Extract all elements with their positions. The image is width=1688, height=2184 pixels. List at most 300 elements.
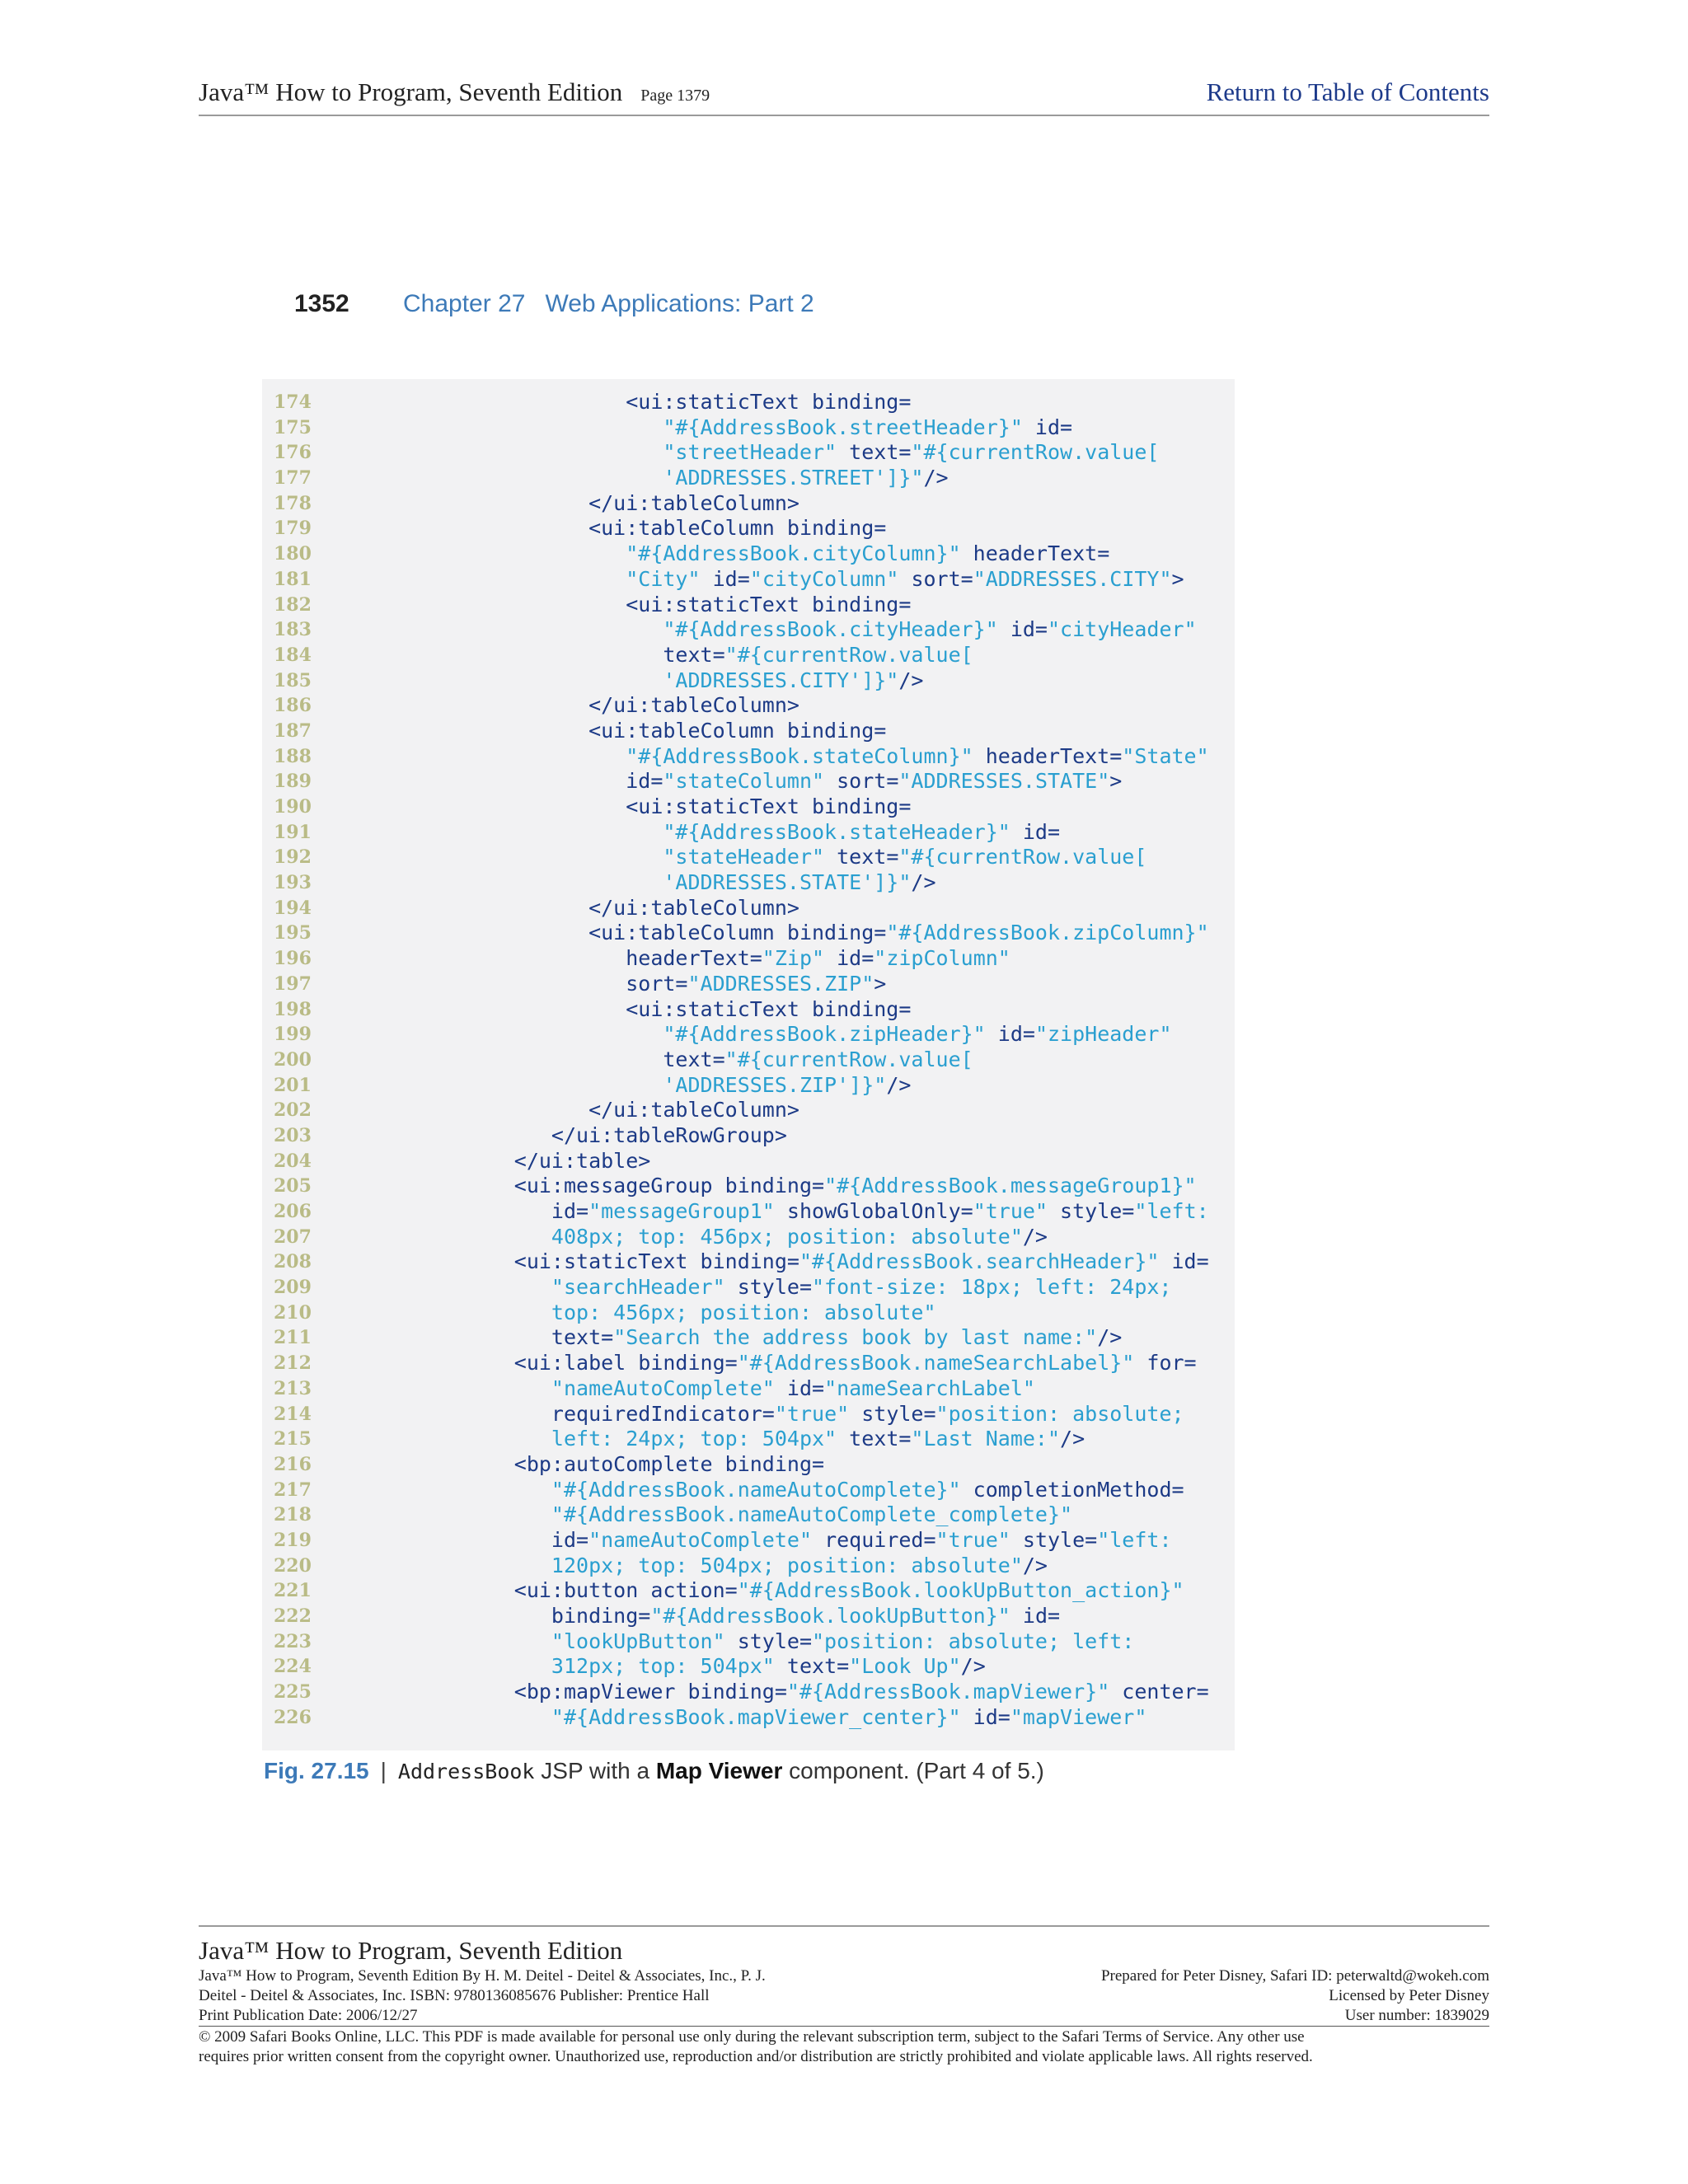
code-line <box>262 1225 1235 1250</box>
line-number: 226 <box>274 1706 312 1728</box>
code-token: text= <box>774 1654 850 1679</box>
code-string-literal: "#{currentRow.value[ <box>724 1047 973 1071</box>
code-token: headerText= <box>973 743 1123 768</box>
line-number: 198 <box>274 998 312 1020</box>
code-token: <ui:tableColumn binding= <box>328 516 887 541</box>
line-number: 218 <box>274 1504 312 1526</box>
code-string-literal: "position: absolute; left: <box>812 1629 1135 1653</box>
chapter-heading <box>403 290 814 318</box>
code-line <box>262 1098 1235 1123</box>
line-number: 174 <box>274 391 312 413</box>
footer-license-line-1: Prepared for Peter Disney, Safari ID: peterwaltd@wokeh.com <box>1100 1967 1489 1985</box>
footer-copyright-line-1: © 2009 Safari Books Online, LLC. This PDF is made available for personal use only during the relevant subscription term, subject to the Safari Terms of Service. Any other use <box>199 2028 1305 2046</box>
line-number: 181 <box>274 568 312 590</box>
code-string-literal: "#{currentRow.value[ <box>911 440 1160 465</box>
return-to-toc-link[interactable]: Return to Table of Contents <box>1206 77 1489 106</box>
code-token: text= <box>328 1047 725 1071</box>
code-token: id= <box>774 1376 825 1400</box>
code-token: id= <box>1010 1604 1061 1628</box>
code-token: <ui:staticText binding= <box>328 794 912 818</box>
code-string-literal: "#{AddressBook.zipHeader}" <box>328 1022 986 1047</box>
code-token: binding= <box>328 1604 651 1628</box>
code-line <box>262 1528 1235 1554</box>
caption-component: Map Viewer <box>655 1758 783 1783</box>
code-text <box>328 567 1184 593</box>
line-number: 193 <box>274 872 312 894</box>
code-text <box>328 1554 1048 1579</box>
code-token: sort= <box>328 971 688 996</box>
code-text <box>328 744 1209 770</box>
code-line <box>262 1427 1235 1452</box>
code-line <box>262 1073 1235 1099</box>
code-token: <bp:autoComplete binding= <box>328 1451 825 1476</box>
code-token: </ui:table> <box>328 1148 651 1173</box>
code-text <box>328 1654 986 1680</box>
code-token: style= <box>1010 1527 1098 1552</box>
code-text <box>328 794 911 820</box>
code-text <box>328 946 1010 972</box>
code-text <box>328 516 886 541</box>
figure-number: Fig. 27.15 <box>264 1758 369 1783</box>
code-token: id= <box>1159 1249 1209 1274</box>
code-line <box>262 794 1235 820</box>
code-string-literal: "#{AddressBook.lookUpButton}" <box>650 1604 1010 1628</box>
code-text <box>328 1047 973 1073</box>
code-string-literal: "#{AddressBook.nameAutoComplete_complete}" <box>328 1502 1073 1527</box>
code-text <box>328 390 911 415</box>
line-number: 179 <box>274 518 312 540</box>
footer-license-line-2: Licensed by Peter Disney <box>1329 1987 1489 2004</box>
code-text <box>328 668 923 694</box>
code-line <box>262 769 1235 794</box>
code-string-literal: "#{AddressBook.stateHeader}" <box>328 819 1010 844</box>
header-book-title <box>199 77 710 107</box>
code-text <box>328 1478 1184 1503</box>
code-token: </ui:tableColumn> <box>328 490 799 515</box>
code-line <box>262 541 1235 567</box>
line-number: 205 <box>274 1175 312 1197</box>
code-token: id= <box>985 1022 1035 1047</box>
code-line <box>262 1604 1235 1629</box>
code-string-literal: 408px; top: 456px; position: absolute" <box>328 1224 1023 1249</box>
code-line <box>262 1174 1235 1199</box>
code-string-literal: "#{AddressBook.nameSearchLabel}" <box>737 1351 1135 1376</box>
line-number: 212 <box>274 1352 312 1375</box>
line-number: 197 <box>274 972 312 995</box>
code-token: headerText= <box>960 541 1110 566</box>
code-string-literal: "messageGroup1" <box>588 1199 775 1223</box>
code-string-literal: "zipHeader" <box>1034 1022 1172 1047</box>
code-string-literal: "#{AddressBook.searchHeader}" <box>799 1249 1160 1274</box>
code-token: <ui:staticText binding= <box>328 996 912 1021</box>
code-string-literal: left: 24px; top: 504px" <box>328 1427 837 1451</box>
code-text <box>328 921 1209 946</box>
code-token: text= <box>328 1325 614 1350</box>
code-token: <ui:label binding= <box>328 1351 738 1376</box>
footer-divider <box>199 1925 1489 1927</box>
line-number: 221 <box>274 1580 312 1602</box>
code-token: /> <box>960 1654 986 1679</box>
code-lines <box>262 390 1235 1730</box>
line-number: 204 <box>274 1150 312 1172</box>
code-string-literal: "#{AddressBook.stateColumn}" <box>328 743 973 768</box>
code-string-literal: "position: absolute; <box>935 1401 1184 1426</box>
code-string-literal: "streetHeader" <box>328 440 837 465</box>
line-number: 211 <box>274 1327 312 1349</box>
code-token: sort= <box>898 566 973 591</box>
code-token: <ui:button action= <box>328 1578 738 1603</box>
code-token: completionMethod= <box>960 1477 1184 1502</box>
code-string-literal: "Last Name:" <box>911 1427 1061 1451</box>
code-string-literal: "stateColumn" <box>663 769 825 794</box>
code-token: style= <box>724 1629 812 1653</box>
code-string-literal: 'ADDRESSES.STATE']}" <box>328 870 912 895</box>
code-token: <bp:mapViewer binding= <box>328 1680 787 1704</box>
code-line <box>262 870 1235 896</box>
code-string-literal: top: 456px; position: absolute" <box>328 1300 936 1324</box>
code-string-literal: "State" <box>1122 743 1209 768</box>
line-number: 183 <box>274 619 312 641</box>
code-string-literal: 'ADDRESSES.STREET']}" <box>328 466 924 490</box>
code-string-literal: "#{AddressBook.zipColumn}" <box>886 921 1209 945</box>
code-text <box>328 1225 1048 1250</box>
line-number: 222 <box>274 1605 312 1627</box>
code-string-literal: "#{AddressBook.streetHeader}" <box>328 415 1023 439</box>
code-token: /> <box>1060 1427 1085 1451</box>
code-line <box>262 1578 1235 1604</box>
code-line <box>262 1301 1235 1326</box>
code-text <box>328 1452 824 1478</box>
code-line <box>262 1199 1235 1225</box>
line-number: 203 <box>274 1124 312 1146</box>
figure-caption <box>264 1758 1044 1784</box>
footer-license-line-3: User number: 1839029 <box>1344 2007 1489 2024</box>
code-line <box>262 617 1235 643</box>
code-text <box>328 1249 1209 1275</box>
line-number: 210 <box>274 1301 312 1324</box>
book-page-number: 1352 <box>294 290 349 317</box>
code-token: id= <box>328 1199 589 1223</box>
code-token: showGlobalOnly= <box>774 1199 973 1223</box>
code-line <box>262 693 1235 719</box>
line-number: 191 <box>274 821 312 843</box>
code-token: /> <box>1022 1224 1048 1249</box>
code-line <box>262 845 1235 870</box>
code-string-literal: "Zip" <box>762 946 825 971</box>
code-line <box>262 1022 1235 1047</box>
code-string-literal: "cityHeader" <box>1048 617 1197 642</box>
code-string-literal: "true" <box>935 1527 1010 1552</box>
code-token: <ui:staticText binding= <box>328 390 912 414</box>
header-title-text: Java™ How to Program, Seventh Edition <box>199 77 623 106</box>
line-number: 214 <box>274 1403 312 1425</box>
code-string-literal: "mapViewer" <box>1010 1704 1147 1729</box>
code-token: id= <box>1022 415 1073 439</box>
code-string-literal: "Search the address book by last name:" <box>613 1325 1098 1350</box>
code-token: text= <box>824 845 899 869</box>
footer-copyright-line-2: requires prior written consent from the copyright owner. Unauthorized use, reproduction and/or distribution are strictly prohibited and violate applicable laws. All rights reserved. <box>199 2048 1313 2065</box>
footer-copyright-divider <box>199 2026 1489 2027</box>
code-token: > <box>1171 566 1184 591</box>
line-number: 176 <box>274 442 312 464</box>
code-token: /> <box>1097 1325 1123 1350</box>
code-token: text= <box>837 440 912 465</box>
code-string-literal: "nameAutoComplete" <box>588 1527 813 1552</box>
code-text <box>328 1275 1172 1301</box>
code-line <box>262 820 1235 846</box>
code-text <box>328 1199 1209 1225</box>
code-text <box>328 1604 1060 1629</box>
code-text <box>328 1098 799 1123</box>
line-number: 215 <box>274 1428 312 1451</box>
code-text <box>328 1073 911 1099</box>
code-line <box>262 593 1235 618</box>
line-number: 217 <box>274 1479 312 1501</box>
line-number: 208 <box>274 1251 312 1273</box>
code-token: id= <box>328 769 663 794</box>
code-string-literal: 120px; top: 504px; position: absolute" <box>328 1553 1023 1577</box>
code-text <box>328 1301 936 1326</box>
code-text <box>328 693 799 719</box>
line-number: 175 <box>274 416 312 438</box>
line-number: 187 <box>274 719 312 742</box>
line-number: 186 <box>274 695 312 717</box>
code-line <box>262 516 1235 541</box>
code-line <box>262 1351 1235 1376</box>
code-string-literal: "#{AddressBook.mapViewer}" <box>786 1680 1110 1704</box>
code-token: /> <box>886 1072 912 1097</box>
line-number: 220 <box>274 1554 312 1577</box>
code-line <box>262 1502 1235 1528</box>
code-listing <box>262 379 1235 1750</box>
line-number: 213 <box>274 1377 312 1399</box>
code-line <box>262 1654 1235 1680</box>
footer-publication-line-3: Print Publication Date: 2006/12/27 <box>199 2007 418 2024</box>
code-line <box>262 491 1235 517</box>
code-text <box>328 617 1197 643</box>
code-line <box>262 1680 1235 1705</box>
code-string-literal: 'ADDRESSES.ZIP']}" <box>328 1072 887 1097</box>
code-string-literal: "cityColumn" <box>749 566 899 591</box>
code-token: id= <box>328 1527 589 1552</box>
line-number: 196 <box>274 948 312 970</box>
code-token: id= <box>824 946 874 971</box>
footer-title: Java™ How to Program, Seventh Edition <box>199 1936 623 1965</box>
caption-code-name: AddressBook <box>397 1760 535 1783</box>
code-line <box>262 668 1235 694</box>
code-line <box>262 1478 1235 1503</box>
code-text <box>328 1022 1172 1047</box>
footer-publication-line-1: Java™ How to Program, Seventh Edition By H. M. Deitel - Deitel & Associates, Inc., P. J. <box>199 1967 766 1985</box>
code-line <box>262 997 1235 1023</box>
line-number: 178 <box>274 492 312 514</box>
code-text <box>328 593 911 618</box>
code-token: text= <box>328 642 725 667</box>
code-line <box>262 1554 1235 1579</box>
code-line <box>262 567 1235 593</box>
code-text <box>328 1149 650 1174</box>
code-text <box>328 491 799 517</box>
code-token: requiredIndicator= <box>328 1401 775 1426</box>
line-number: 195 <box>274 922 312 944</box>
code-text <box>328 1427 1085 1452</box>
line-number: 206 <box>274 1201 312 1222</box>
code-string-literal: "left: <box>1097 1527 1172 1552</box>
line-number: 202 <box>274 1099 312 1122</box>
line-number: 223 <box>274 1630 312 1652</box>
code-string-literal: "#{AddressBook.nameAutoComplete}" <box>328 1477 961 1502</box>
code-token: > <box>874 971 887 996</box>
code-line <box>262 440 1235 466</box>
code-token: <ui:messageGroup binding= <box>328 1174 825 1198</box>
code-text <box>328 1376 1035 1402</box>
code-line <box>262 896 1235 921</box>
code-string-literal: "ADDRESSES.ZIP" <box>687 971 874 996</box>
code-text <box>328 643 973 668</box>
code-string-literal: "nameSearchLabel" <box>824 1376 1035 1400</box>
code-string-literal: "true" <box>774 1401 850 1426</box>
line-number: 194 <box>274 897 312 919</box>
code-text <box>328 1680 1209 1705</box>
code-string-literal: "ADDRESSES.CITY" <box>973 566 1172 591</box>
code-line <box>262 1047 1235 1073</box>
code-token: <ui:staticText binding= <box>328 1249 799 1274</box>
line-number: 189 <box>274 771 312 793</box>
code-token: > <box>1109 769 1123 794</box>
code-line <box>262 415 1235 441</box>
code-string-literal: "stateHeader" <box>328 845 825 869</box>
caption-separator: | <box>380 1758 387 1783</box>
code-token: headerText= <box>328 946 762 971</box>
code-text <box>328 1528 1172 1554</box>
code-string-literal: "City" <box>328 566 701 591</box>
footer-publication-line-2: Deitel - Deitel & Associates, Inc. ISBN: 9780136085676 Publisher: Prentice Hall <box>199 1987 710 2004</box>
code-string-literal: "Look Up" <box>849 1654 961 1679</box>
code-token: style= <box>849 1401 936 1426</box>
code-token: /> <box>911 870 936 895</box>
code-line <box>262 390 1235 415</box>
code-string-literal: 'ADDRESSES.CITY']}" <box>328 668 899 692</box>
code-token: id= <box>700 566 750 591</box>
code-string-literal: "#{currentRow.value[ <box>898 845 1147 869</box>
code-string-literal: "#{AddressBook.messageGroup1}" <box>824 1174 1197 1198</box>
line-number: 201 <box>274 1074 312 1096</box>
line-number: 219 <box>274 1529 312 1551</box>
code-line <box>262 643 1235 668</box>
code-text <box>328 1123 787 1149</box>
chapter-title: Web Applications: Part 2 <box>545 290 814 317</box>
code-text <box>328 769 1122 794</box>
code-string-literal: "#{AddressBook.lookUpButton_action}" <box>737 1578 1184 1603</box>
code-text <box>328 719 886 744</box>
code-token: </ui:tableColumn> <box>328 693 799 718</box>
code-token: id= <box>997 617 1048 642</box>
line-number: 184 <box>274 644 312 666</box>
code-token: <ui:tableColumn binding= <box>328 921 887 945</box>
code-string-literal: "font-size: 18px; left: 24px; <box>812 1275 1172 1300</box>
code-token: /> <box>898 668 924 692</box>
line-number: 182 <box>274 593 312 616</box>
code-token: id= <box>960 1704 1010 1729</box>
code-line <box>262 1376 1235 1402</box>
header-divider <box>199 115 1489 116</box>
code-token: /> <box>1022 1553 1048 1577</box>
code-string-literal: "#{AddressBook.cityColumn}" <box>328 541 961 566</box>
code-text <box>328 1502 1072 1528</box>
code-text <box>328 466 949 491</box>
code-text <box>328 440 1159 466</box>
code-token: text= <box>837 1427 912 1451</box>
code-string-literal: "left: <box>1134 1199 1209 1223</box>
code-text <box>328 896 799 921</box>
line-number: 207 <box>274 1226 312 1248</box>
code-token: id= <box>1010 819 1061 844</box>
code-text <box>328 1629 1134 1655</box>
code-text <box>328 870 936 896</box>
code-text <box>328 1174 1197 1199</box>
code-text <box>328 972 886 997</box>
caption-text-after: component. (Part 4 of 5.) <box>782 1758 1044 1783</box>
line-number: 185 <box>274 669 312 691</box>
code-line <box>262 972 1235 997</box>
code-token: </ui:tableColumn> <box>328 1098 799 1122</box>
code-token: for= <box>1134 1351 1197 1376</box>
code-text <box>328 415 1072 441</box>
code-line <box>262 1275 1235 1301</box>
code-text <box>328 820 1060 846</box>
code-string-literal: "nameAutoComplete" <box>328 1376 775 1400</box>
code-text <box>328 1351 1197 1376</box>
code-text <box>328 845 1146 870</box>
line-number: 200 <box>274 1048 312 1071</box>
code-token: style= <box>1048 1199 1135 1223</box>
line-number: 192 <box>274 846 312 869</box>
code-line <box>262 1705 1235 1731</box>
code-token: style= <box>724 1275 812 1300</box>
code-line <box>262 946 1235 972</box>
line-number: 224 <box>274 1656 312 1678</box>
code-string-literal: "#{AddressBook.mapViewer_center}" <box>328 1704 961 1729</box>
code-line <box>262 1123 1235 1149</box>
code-string-literal: "searchHeader" <box>328 1275 725 1300</box>
caption-text-before: JSP with a <box>534 1758 656 1783</box>
code-line <box>262 466 1235 491</box>
code-text <box>328 997 911 1023</box>
code-token: </ui:tableRowGroup> <box>328 1122 787 1147</box>
line-number: 199 <box>274 1024 312 1046</box>
header-page-label: Page 1379 <box>640 87 710 105</box>
code-text <box>328 1705 1146 1731</box>
line-number: 190 <box>274 796 312 818</box>
code-token: center= <box>1109 1680 1209 1704</box>
code-string-literal: "zipColumn" <box>874 946 1010 971</box>
code-text <box>328 1578 1184 1604</box>
code-string-literal: "true" <box>973 1199 1048 1223</box>
code-text <box>328 1402 1184 1427</box>
code-token: <ui:staticText binding= <box>328 592 912 616</box>
code-string-literal: "lookUpButton" <box>328 1629 725 1653</box>
code-line <box>262 744 1235 770</box>
line-number: 177 <box>274 467 312 490</box>
code-line <box>262 921 1235 946</box>
code-token: </ui:tableColumn> <box>328 895 799 920</box>
code-line <box>262 1325 1235 1351</box>
code-token: <ui:tableColumn binding= <box>328 718 887 743</box>
line-number: 225 <box>274 1681 312 1704</box>
code-line <box>262 719 1235 744</box>
code-line <box>262 1452 1235 1478</box>
code-line <box>262 1402 1235 1427</box>
